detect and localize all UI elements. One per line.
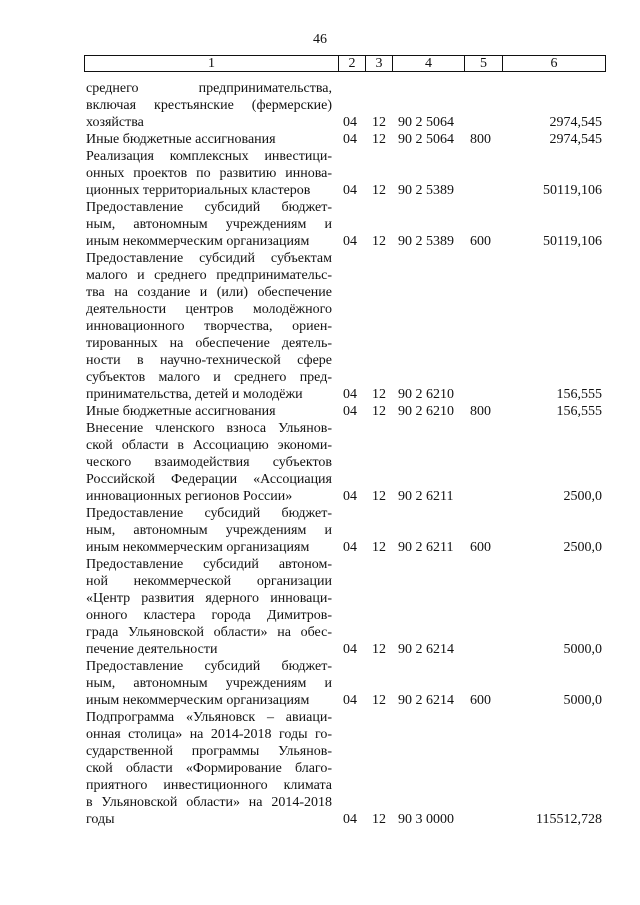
- description-line: годы: [86, 812, 115, 827]
- description-line: «Центр развития ядерного инноваци-: [86, 591, 332, 606]
- amount: 2974,545: [549, 115, 602, 130]
- target-article-code: 90 2 6211: [398, 540, 454, 555]
- row-description: [86, 250, 332, 403]
- description-line: тва на создание и (или) обеспечение: [86, 285, 332, 300]
- target-article-code: 90 2 6214: [398, 642, 454, 657]
- subsection-code: 12: [372, 693, 386, 708]
- description-line: деятельности центров молодёжного: [86, 302, 332, 317]
- expense-type-code: 800: [470, 404, 491, 419]
- description-line: Реализация комплексных инвестици-: [86, 149, 332, 164]
- target-article-code: 90 2 5064: [398, 115, 454, 130]
- description-line: ской области в Ассоциацию экономи-: [86, 438, 332, 453]
- description-line: иным некоммерческим организациям: [86, 540, 310, 555]
- table-row: [0, 556, 640, 658]
- section-code: 04: [343, 234, 357, 249]
- description-line: Предоставление субсидий автоном-: [86, 557, 332, 572]
- description-line: Предоставление субсидий субъектам: [86, 251, 332, 266]
- amount: 2500,0: [563, 489, 602, 504]
- description-line: ской области «Формирование благо-: [86, 761, 332, 776]
- table-row: [0, 199, 640, 250]
- description-line: хозяйства: [86, 115, 144, 130]
- description-line: ным, автономным учреждениям и: [86, 676, 332, 691]
- row-description: [86, 505, 332, 556]
- description-line: онного кластера города Димитров-: [86, 608, 332, 623]
- amount: 50119,106: [543, 234, 602, 249]
- description-line: в Ульяновской области» на 2014-2018: [86, 795, 332, 810]
- description-line: включая крестьянские (фермерские): [86, 98, 332, 113]
- description-line: тированных на обеспечение деятель-: [86, 336, 332, 351]
- description-line: ности в научно-технической сфере: [86, 353, 332, 368]
- description-line: приятного инвестиционного климата: [86, 778, 332, 793]
- description-line: субъектов малого и среднего пред-: [86, 370, 332, 385]
- description-line: инновационного творчества, ориен-: [86, 319, 332, 334]
- subsection-code: 12: [372, 132, 386, 147]
- subsection-code: 12: [372, 115, 386, 130]
- target-article-code: 90 2 6210: [398, 404, 454, 419]
- description-line: Внесение членского взноса Ульянов-: [86, 421, 332, 436]
- description-line: онная столица» на 2014-2018 годы го-: [86, 727, 332, 742]
- description-line: инновационных регионов России»: [86, 489, 293, 504]
- target-article-code: 90 2 6211: [398, 489, 454, 504]
- description-line: онных проектов по развитию иннова-: [86, 166, 332, 181]
- description-line: среднего предпринимательства,: [86, 81, 332, 96]
- description-line: града Ульяновской области» на обес-: [86, 625, 332, 640]
- description-line: Предоставление субсидий бюджет-: [86, 659, 332, 674]
- description-line: Российской Федерации «Ассоциация: [86, 472, 332, 487]
- table-row: [0, 131, 640, 148]
- page-number: 46: [313, 32, 327, 47]
- description-line: малого и среднего предпринимательс-: [86, 268, 332, 283]
- table-row: [0, 709, 640, 828]
- expense-type-code: 600: [470, 693, 491, 708]
- amount: 156,555: [556, 387, 602, 402]
- table-row: [0, 420, 640, 505]
- subsection-code: 12: [372, 234, 386, 249]
- description-line: Предоставление субсидий бюджет-: [86, 506, 332, 521]
- subsection-code: 12: [372, 540, 386, 555]
- amount: 2500,0: [563, 540, 602, 555]
- description-line: ным, автономным учреждениям и: [86, 217, 332, 232]
- column-header-1: 1: [85, 56, 339, 72]
- subsection-code: 12: [372, 642, 386, 657]
- column-header-4: 4: [393, 56, 465, 72]
- subsection-code: 12: [372, 489, 386, 504]
- section-code: 04: [343, 812, 357, 827]
- column-header-2: 2: [339, 56, 366, 72]
- target-article-code: 90 2 5064: [398, 132, 454, 147]
- amount: 2974,545: [549, 132, 602, 147]
- row-description: [86, 403, 332, 420]
- target-article-code: 90 2 6214: [398, 693, 454, 708]
- table-row: [0, 403, 640, 420]
- section-code: 04: [343, 115, 357, 130]
- section-code: 04: [343, 489, 357, 504]
- subsection-code: 12: [372, 387, 386, 402]
- target-article-code: 90 3 0000: [398, 812, 454, 827]
- subsection-code: 12: [372, 812, 386, 827]
- table-row: [0, 80, 640, 131]
- table-row: [0, 250, 640, 403]
- row-description: [86, 199, 332, 250]
- amount: 50119,106: [543, 183, 602, 198]
- description-line: принимательства, детей и молодёжи: [86, 387, 303, 402]
- table-row: [0, 505, 640, 556]
- expense-type-code: 600: [470, 234, 491, 249]
- target-article-code: 90 2 6210: [398, 387, 454, 402]
- target-article-code: 90 2 5389: [398, 183, 454, 198]
- row-description: [86, 556, 332, 658]
- subsection-code: 12: [372, 183, 386, 198]
- row-description: [86, 658, 332, 709]
- description-line: печение деятельности: [86, 642, 218, 657]
- amount: 115512,728: [536, 812, 602, 827]
- description-line: иным некоммерческим организациям: [86, 234, 310, 249]
- description-line: Подпрограмма «Ульяновск – авиаци-: [86, 710, 332, 725]
- description-line: Иные бюджетные ассигнования: [86, 132, 276, 147]
- amount: 5000,0: [563, 642, 602, 657]
- description-line: Иные бюджетные ассигнования: [86, 404, 276, 419]
- section-code: 04: [343, 387, 357, 402]
- section-code: 04: [343, 404, 357, 419]
- table-row: [0, 658, 640, 709]
- expense-type-code: 800: [470, 132, 491, 147]
- description-line: ным, автономным учреждениям и: [86, 523, 332, 538]
- row-description: [86, 709, 332, 828]
- section-code: 04: [343, 693, 357, 708]
- table-row: [0, 148, 640, 199]
- description-line: ционных территориальных кластеров: [86, 183, 311, 198]
- column-header-6: 6: [503, 56, 606, 72]
- target-article-code: 90 2 5389: [398, 234, 454, 249]
- section-code: 04: [343, 540, 357, 555]
- section-code: 04: [343, 132, 357, 147]
- description-line: сударственной программы Ульянов-: [86, 744, 332, 759]
- column-header-5: 5: [465, 56, 503, 72]
- description-line: ной некоммерческой организации: [86, 574, 332, 589]
- column-header-row: [84, 55, 606, 72]
- amount: 156,555: [556, 404, 602, 419]
- description-line: иным некоммерческим организациям: [86, 693, 310, 708]
- row-description: [86, 80, 332, 131]
- description-line: ческого взаимодействия субъектов: [86, 455, 332, 470]
- expense-type-code: 600: [470, 540, 491, 555]
- row-description: [86, 420, 332, 505]
- column-header-3: 3: [366, 56, 393, 72]
- subsection-code: 12: [372, 404, 386, 419]
- amount: 5000,0: [563, 693, 602, 708]
- section-code: 04: [343, 183, 357, 198]
- description-line: Предоставление субсидий бюджет-: [86, 200, 332, 215]
- section-code: 04: [343, 642, 357, 657]
- row-description: [86, 131, 332, 148]
- row-description: [86, 148, 332, 199]
